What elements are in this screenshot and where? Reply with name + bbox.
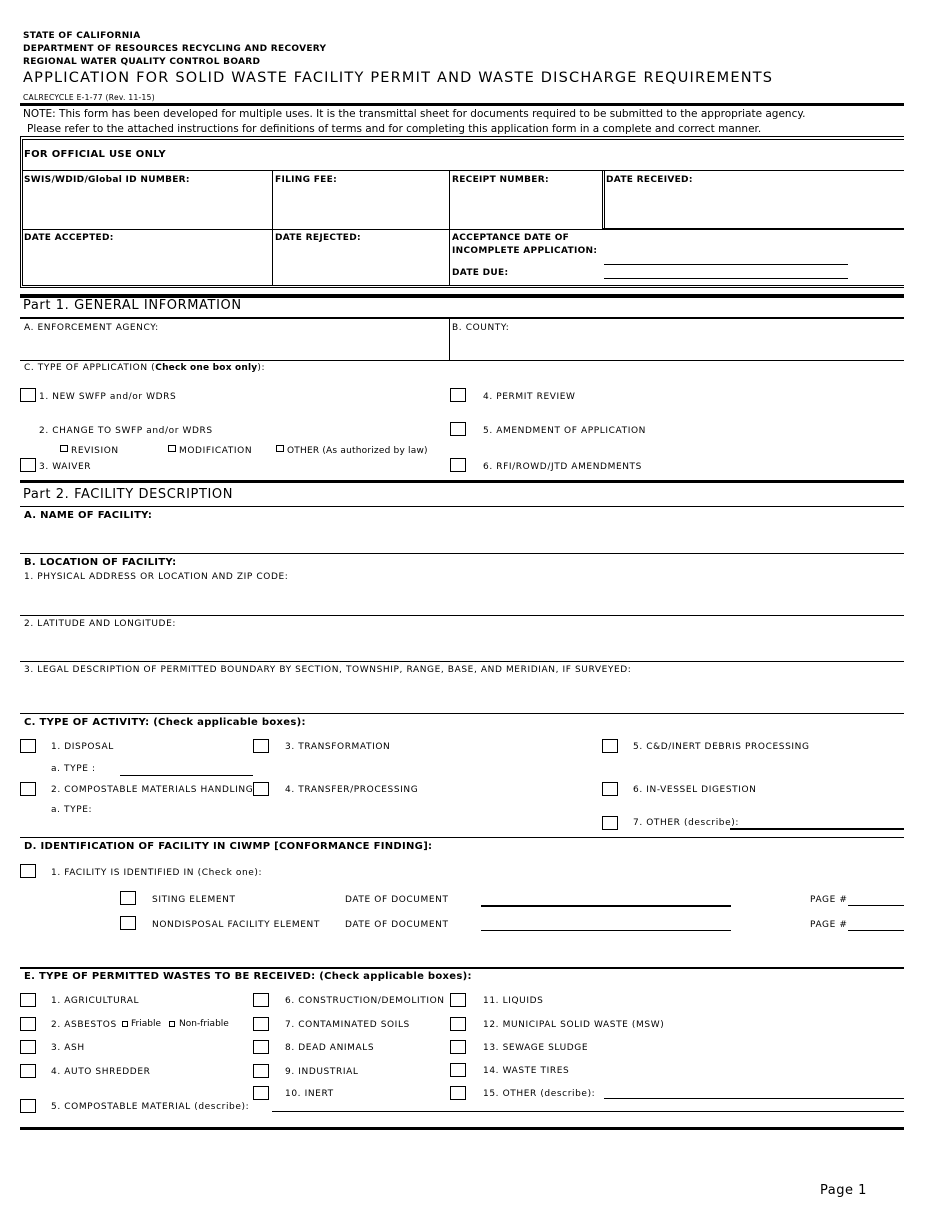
facility-name-label: A. NAME OF FACILITY:	[24, 510, 153, 521]
part1-heading: Part 1. GENERAL INFORMATION	[23, 298, 242, 313]
friable-checkbox[interactable]	[122, 1021, 128, 1027]
industrial-checkbox[interactable]	[253, 1064, 269, 1078]
wastes-rule	[20, 967, 904, 969]
activity-other-label: 7. OTHER (describe):	[633, 818, 739, 828]
wastes-other-checkbox[interactable]	[450, 1086, 466, 1100]
latlong-label: 2. LATITUDE AND LONGITUDE:	[24, 619, 176, 629]
msw-label: 12. MUNICIPAL SOLID WASTE (MSW)	[483, 1020, 665, 1030]
in-vessel-label: 6. IN-VESSEL DIGESTION	[633, 785, 757, 795]
part2-rule	[20, 480, 904, 483]
latlong-field[interactable]	[20, 661, 904, 662]
waiver-label: 3. WAIVER	[39, 462, 92, 472]
footer-rule	[20, 1127, 904, 1130]
part1-divider	[449, 318, 450, 361]
waste-tires-checkbox[interactable]	[450, 1063, 466, 1077]
industrial-label: 9. INDUSTRIAL	[285, 1067, 359, 1077]
state-label: STATE OF CALIFORNIA	[23, 31, 141, 41]
facility-location-label: B. LOCATION OF FACILITY:	[24, 557, 177, 568]
disposal-label: 1. DISPOSAL	[51, 742, 114, 752]
physical-address-field[interactable]	[20, 615, 904, 616]
contaminated-soils-checkbox[interactable]	[253, 1017, 269, 1031]
siting-page-field[interactable]	[848, 905, 904, 906]
county-label: B. COUNTY:	[452, 323, 510, 333]
new-swfp-checkbox[interactable]	[20, 388, 36, 402]
other-law-checkbox[interactable]	[276, 445, 284, 452]
asbestos-label: 2. ASBESTOS	[51, 1020, 117, 1030]
modification-label: MODIFICATION	[179, 446, 253, 456]
ash-label: 3. ASH	[51, 1043, 85, 1053]
filing-fee-label: FILING FEE:	[275, 175, 337, 185]
ciwmp-heading: D. IDENTIFICATION OF FACILITY IN CIWMP [CONFORMANCE FINDING]:	[24, 841, 433, 852]
in-vessel-checkbox[interactable]	[602, 782, 618, 796]
new-swfp-label: 1. NEW SWFP and/or WDRS	[39, 392, 177, 402]
asbestos-checkbox[interactable]	[20, 1017, 36, 1031]
other-law-label: OTHER (As authorized by law)	[287, 446, 428, 456]
nondisposal-element-checkbox[interactable]	[120, 916, 136, 930]
cd-inert-checkbox[interactable]	[602, 739, 618, 753]
physical-address-label: 1. PHYSICAL ADDRESS OR LOCATION AND ZIP CODE:	[24, 572, 289, 582]
permit-review-label: 4. PERMIT REVIEW	[483, 392, 576, 402]
note-line-2: Please refer to the attached instructions for definitions of terms and for completing this application form in a complete and correct manner.	[27, 123, 762, 135]
transfer-processing-checkbox[interactable]	[253, 782, 269, 796]
dead-animals-checkbox[interactable]	[253, 1040, 269, 1054]
facility-identified-label: 1. FACILITY IS IDENTIFIED IN (Check one):	[51, 868, 263, 878]
modification-checkbox[interactable]	[168, 445, 176, 452]
date-received-label: DATE RECEIVED:	[606, 175, 693, 185]
activity-heading: C. TYPE OF ACTIVITY: (Check applicable boxes):	[24, 717, 306, 728]
nondisposal-element-label: NONDISPOSAL FACILITY ELEMENT	[152, 920, 320, 930]
siting-element-checkbox[interactable]	[120, 891, 136, 905]
siting-date-field[interactable]	[481, 905, 731, 907]
transformation-checkbox[interactable]	[253, 739, 269, 753]
waiver-checkbox[interactable]	[20, 458, 36, 472]
activity-other-checkbox[interactable]	[602, 816, 618, 830]
official-use-heading: FOR OFFICIAL USE ONLY	[24, 149, 166, 160]
ciwmp-rule	[20, 837, 904, 838]
wastes-other-label: 15. OTHER (describe):	[483, 1089, 596, 1099]
nondisposal-page-field[interactable]	[848, 930, 904, 931]
wastes-heading: E. TYPE OF PERMITTED WASTES TO BE RECEIVED: (Check applicable boxes):	[24, 971, 472, 982]
rfi-amendments-label: 6. RFI/ROWD/JTD AMENDMENTS	[483, 462, 642, 472]
compostable-handling-label: 2. COMPOSTABLE MATERIALS HANDLING	[51, 785, 254, 795]
amendment-label: 5. AMENDMENT OF APPLICATION	[483, 426, 646, 436]
sewage-sludge-label: 13. SEWAGE SLUDGE	[483, 1043, 589, 1053]
siting-page-label: PAGE #	[810, 895, 848, 905]
liquids-checkbox[interactable]	[450, 993, 466, 1007]
compostable-type-label: a. TYPE:	[51, 805, 93, 815]
inert-label: 10. INERT	[285, 1089, 334, 1099]
form-id: CALRECYCLE E-1-77 (Rev. 11-15)	[23, 93, 155, 102]
dead-animals-label: 8. DEAD ANIMALS	[285, 1043, 375, 1053]
compostable-material-label: 5. COMPOSTABLE MATERIAL (describe):	[51, 1102, 250, 1112]
facility-name-field[interactable]	[20, 553, 904, 554]
acceptance-date-field[interactable]	[604, 264, 848, 265]
waste-tires-label: 14. WASTE TIRES	[483, 1066, 570, 1076]
construction-demolition-label: 6. CONSTRUCTION/DEMOLITION	[285, 996, 445, 1006]
department-label: DEPARTMENT OF RESOURCES RECYCLING AND RECOVERY	[23, 44, 327, 54]
nondisposal-page-label: PAGE #	[810, 920, 848, 930]
agricultural-label: 1. AGRICULTURAL	[51, 996, 140, 1006]
disposal-type-field[interactable]	[120, 775, 253, 776]
enforcement-agency-label: A. ENFORCEMENT AGENCY:	[24, 323, 159, 333]
nondisposal-date-label: DATE OF DOCUMENT	[345, 920, 449, 930]
auto-shredder-checkbox[interactable]	[20, 1064, 36, 1078]
compostable-handling-checkbox[interactable]	[20, 782, 36, 796]
acceptance-date-label-2: INCOMPLETE APPLICATION:	[452, 246, 598, 256]
legal-description-label: 3. LEGAL DESCRIPTION OF PERMITTED BOUNDARY BY SECTION, TOWNSHIP, RANGE, BASE, AND MERIDIAN, IF SURVEYED:	[24, 665, 632, 675]
ash-checkbox[interactable]	[20, 1040, 36, 1054]
header-rule	[20, 103, 904, 106]
date-due-label: DATE DUE:	[452, 268, 509, 278]
inert-checkbox[interactable]	[253, 1086, 269, 1100]
part1-heading-rule	[20, 317, 904, 319]
cd-inert-label: 5. C&D/INERT DEBRIS PROCESSING	[633, 742, 810, 752]
part2-heading-rule	[20, 506, 904, 507]
nonfriable-label: Non-friable	[179, 1019, 229, 1029]
disposal-checkbox[interactable]	[20, 739, 36, 753]
legal-description-field[interactable]	[20, 713, 904, 714]
sewage-sludge-checkbox[interactable]	[450, 1040, 466, 1054]
acceptance-date-label-1: ACCEPTANCE DATE OF	[452, 233, 570, 243]
agricultural-checkbox[interactable]	[20, 993, 36, 1007]
form-title: APPLICATION FOR SOLID WASTE FACILITY PERMIT AND WASTE DISCHARGE REQUIREMENTS	[23, 70, 774, 86]
type-of-application-label: C. TYPE OF APPLICATION (Check one box only):	[24, 363, 266, 373]
disposal-type-label: a. TYPE :	[51, 764, 96, 774]
revision-label: REVISION	[71, 446, 119, 456]
date-due-field[interactable]	[604, 278, 848, 279]
permit-review-checkbox[interactable]	[450, 388, 466, 402]
msw-checkbox[interactable]	[450, 1017, 466, 1031]
auto-shredder-label: 4. AUTO SHREDDER	[51, 1067, 151, 1077]
friable-label: Friable	[131, 1019, 161, 1029]
transfer-processing-label: 4. TRANSFER/PROCESSING	[285, 785, 419, 795]
change-swfp-label: 2. CHANGE TO SWFP and/or WDRS	[39, 426, 213, 436]
board-label: REGIONAL WATER QUALITY CONTROL BOARD	[23, 57, 261, 67]
enforcement-agency-field[interactable]	[20, 360, 904, 361]
page-number: Page 1	[820, 1183, 867, 1198]
nondisposal-date-field[interactable]	[481, 930, 731, 931]
liquids-label: 11. LIQUIDS	[483, 996, 544, 1006]
nonfriable-checkbox[interactable]	[169, 1021, 175, 1027]
facility-identified-checkbox[interactable]	[20, 864, 36, 878]
rfi-amendments-checkbox[interactable]	[450, 458, 466, 472]
construction-demolition-checkbox[interactable]	[253, 993, 269, 1007]
part2-heading: Part 2. FACILITY DESCRIPTION	[23, 487, 234, 502]
revision-checkbox[interactable]	[60, 445, 68, 452]
date-accepted-label: DATE ACCEPTED:	[24, 233, 114, 243]
amendment-checkbox[interactable]	[450, 422, 466, 436]
swis-label: SWIS/WDID/Global ID NUMBER:	[24, 175, 190, 185]
compostable-material-field[interactable]	[272, 1111, 904, 1112]
transformation-label: 3. TRANSFORMATION	[285, 742, 391, 752]
receipt-number-label: RECEIPT NUMBER:	[452, 175, 549, 185]
compostable-material-checkbox[interactable]	[20, 1099, 36, 1113]
date-rejected-label: DATE REJECTED:	[275, 233, 361, 243]
contaminated-soils-label: 7. CONTAMINATED SOILS	[285, 1020, 410, 1030]
siting-element-label: SITING ELEMENT	[152, 895, 236, 905]
activity-other-field[interactable]	[730, 828, 904, 830]
siting-date-label: DATE OF DOCUMENT	[345, 895, 449, 905]
note-line-1: NOTE: This form has been developed for multiple uses. It is the transmittal sheet for documents required to be submitted to the appropriate agency.	[23, 108, 806, 120]
wastes-other-field[interactable]	[604, 1098, 904, 1099]
